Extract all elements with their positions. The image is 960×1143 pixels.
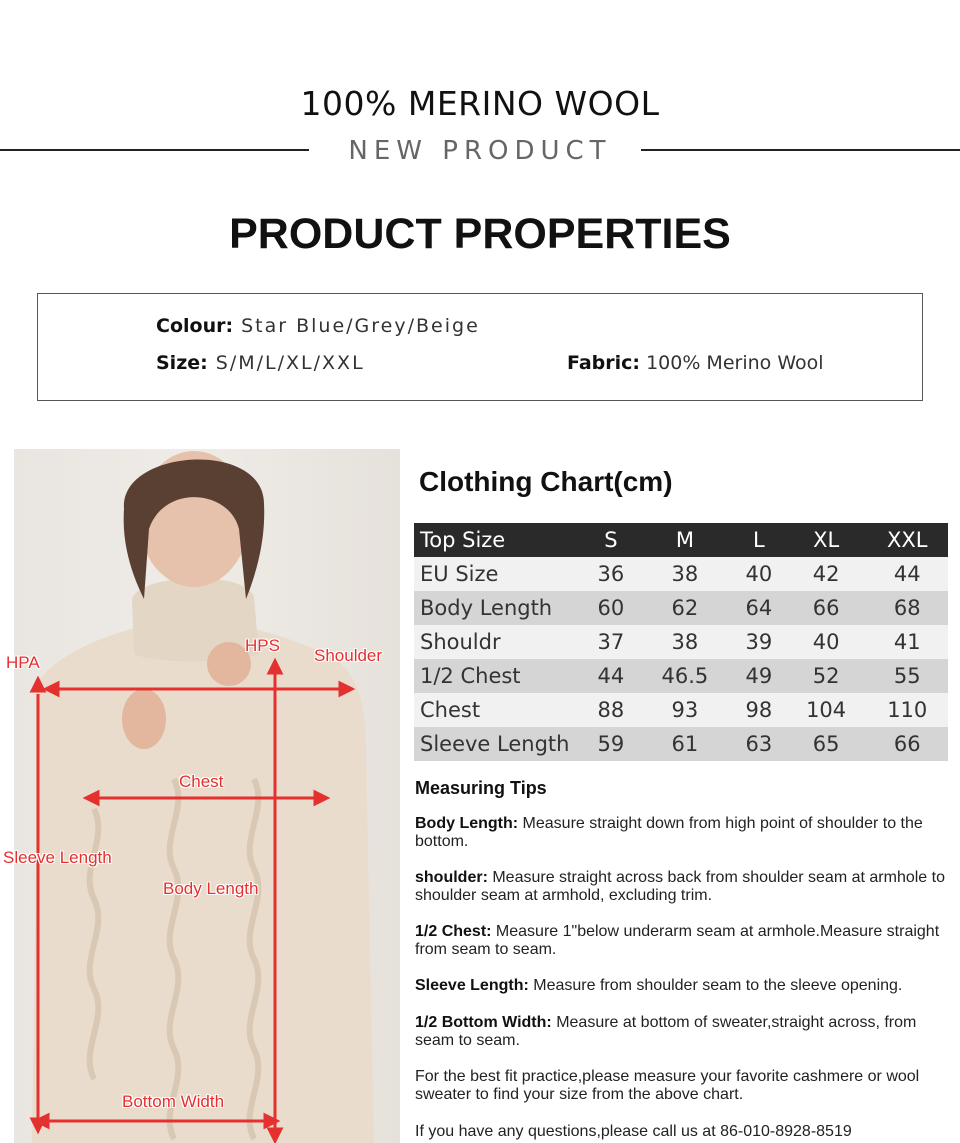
chart-title: Clothing Chart(cm): [419, 466, 673, 497]
tip-contact: [415, 1123, 950, 1141]
table-cell: 104: [786, 693, 867, 727]
table-row: [414, 625, 948, 659]
fabric-label: Fabric:: [567, 352, 641, 374]
header-cell: XL: [786, 523, 867, 557]
table-cell: 110: [866, 693, 948, 727]
body-length-label: Body Length: [163, 879, 259, 898]
table-cell: 66: [866, 727, 948, 761]
divider-right: [641, 149, 960, 151]
tip-text: Measure straight across back from shoulder seam at armhole to shoulder seam at armhold, excluding trim.: [415, 869, 945, 904]
header-cell: S: [584, 523, 638, 557]
fabric-property: [567, 352, 824, 374]
section-title: PRODUCT PROPERTIES: [229, 210, 731, 258]
tip-text: If you have any questions,please call us at 86-010-8928-8519: [415, 1123, 852, 1140]
table-row: [414, 659, 948, 693]
table-cell: 60: [584, 591, 638, 625]
chest-label: Chest: [179, 772, 224, 791]
table-cell: 52: [786, 659, 867, 693]
tip-best-fit: [415, 1068, 950, 1104]
table-cell: 38: [638, 625, 732, 659]
hero-title: 100% MERINO WOOL: [300, 84, 660, 123]
table-cell: 40: [786, 625, 867, 659]
table-cell: 93: [638, 693, 732, 727]
tip-bottom-width: [415, 1014, 950, 1050]
table-row: [414, 591, 948, 625]
table-cell: 61: [638, 727, 732, 761]
tip-sleeve-length: [415, 977, 950, 995]
colour-property: [156, 315, 480, 337]
table-cell: 39: [732, 625, 786, 659]
tip-key: Body Length:: [415, 815, 519, 832]
table-cell: 36: [584, 557, 638, 591]
table-cell: 65: [786, 727, 867, 761]
model-illustration: [14, 449, 400, 1143]
sleeve-length-label: Sleeve Length: [3, 848, 112, 867]
table-row: [414, 693, 948, 727]
table-header-row: [414, 523, 948, 557]
header-cell: M: [638, 523, 732, 557]
hpa-label: HPA: [6, 653, 40, 672]
table-cell: EU Size: [414, 557, 584, 591]
table-cell: 42: [786, 557, 867, 591]
table-cell: 40: [732, 557, 786, 591]
table-cell: 46.5: [638, 659, 732, 693]
hps-label: HPS: [245, 636, 280, 655]
size-label: Size:: [156, 352, 208, 374]
header-cell: L: [732, 523, 786, 557]
tip-half-chest: [415, 923, 950, 959]
table-cell: Body Length: [414, 591, 584, 625]
table-cell: 44: [584, 659, 638, 693]
table-row: [414, 557, 948, 591]
left-hand: [122, 689, 166, 749]
table-cell: 37: [584, 625, 638, 659]
tip-body-length: [415, 815, 950, 851]
shoulder-label: Shoulder: [314, 646, 383, 665]
header-cell: Top Size: [414, 523, 584, 557]
tip-text: Measure at bottom of sweater,straight across, from seam to seam.: [415, 1014, 917, 1049]
table-cell: 64: [732, 591, 786, 625]
tip-key: 1/2 Chest:: [415, 923, 492, 940]
colour-label: Colour:: [156, 315, 234, 337]
hero-subtitle: NEW PRODUCT: [348, 136, 612, 166]
table-cell: 59: [584, 727, 638, 761]
table-cell: 88: [584, 693, 638, 727]
properties-box: [37, 293, 923, 401]
fabric-value: 100% Merino Wool: [646, 352, 824, 374]
table-row: [414, 727, 948, 761]
tip-shoulder: [415, 869, 950, 905]
table-cell: Chest: [414, 693, 584, 727]
tip-text: For the best fit practice,please measure your favorite cashmere or wool sweater to find your size from the above chart.: [415, 1068, 920, 1103]
colour-value: Star Blue/Grey/Beige: [241, 315, 480, 337]
size-property: [156, 352, 365, 374]
measuring-tips-title: Measuring Tips: [415, 778, 547, 798]
table-cell: 98: [732, 693, 786, 727]
tip-text: Measure straight down from high point of shoulder to the bottom.: [415, 815, 923, 850]
table-cell: 62: [638, 591, 732, 625]
table-cell: 63: [732, 727, 786, 761]
bottom-width-label: Bottom Width: [122, 1092, 225, 1111]
size-value: S/M/L/XL/XXL: [215, 352, 365, 374]
tip-key: Sleeve Length:: [415, 977, 529, 994]
table-cell: 55: [866, 659, 948, 693]
table-cell: 1/2 Chest: [414, 659, 584, 693]
tip-text: Measure 1"below underarm seam at armhole.Measure straight from seam to seam.: [415, 923, 940, 958]
header-cell: XXL: [866, 523, 948, 557]
table-cell: 44: [866, 557, 948, 591]
table-cell: 49: [732, 659, 786, 693]
size-table: [414, 523, 948, 761]
table-cell: 38: [638, 557, 732, 591]
table-cell: Sleeve Length: [414, 727, 584, 761]
product-photo: [3, 449, 400, 1143]
table-cell: 66: [786, 591, 867, 625]
tip-text: Measure from shoulder seam to the sleeve opening.: [533, 977, 903, 994]
tip-key: shoulder:: [415, 869, 488, 886]
tip-key: 1/2 Bottom Width:: [415, 1014, 552, 1031]
table-cell: 68: [866, 591, 948, 625]
table-cell: Shouldr: [414, 625, 584, 659]
table-cell: 41: [866, 625, 948, 659]
